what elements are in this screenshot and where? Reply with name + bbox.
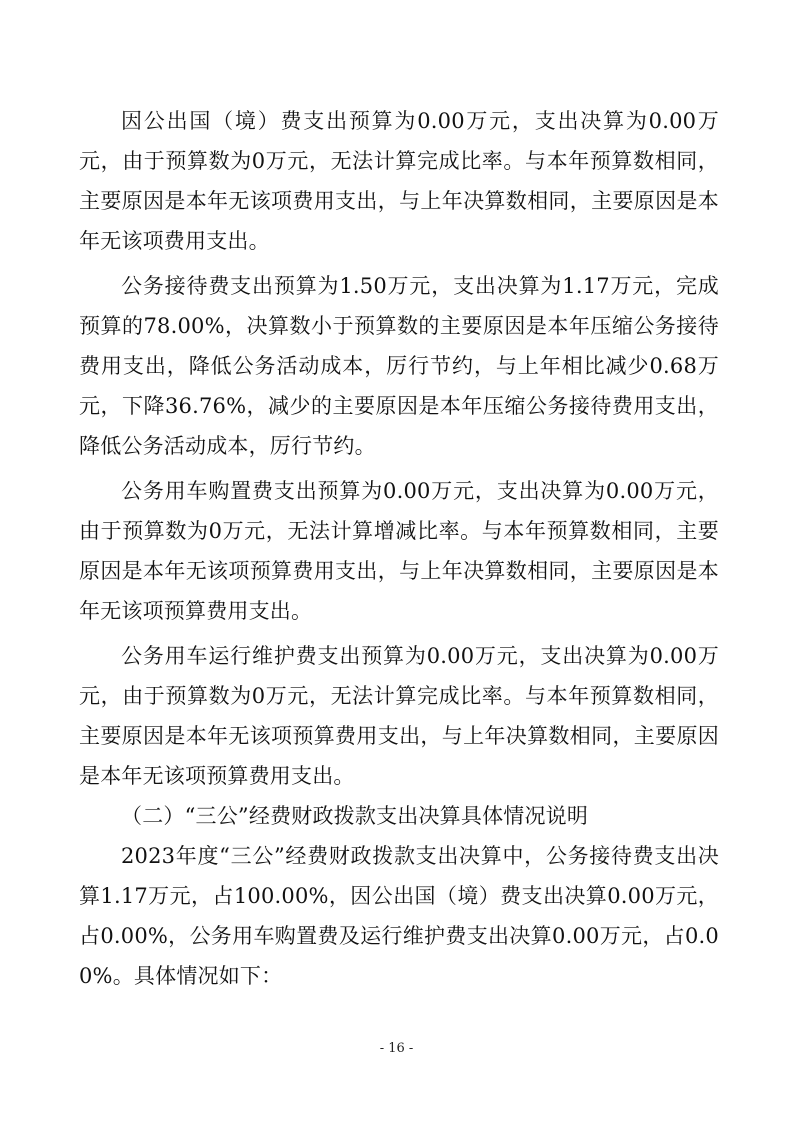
paragraph-official-reception: 公务接待费支出预算为1.50万元，支出决算为1.17万元，完成预算的78.00%，决算数小于预算数的主要原因是本年压缩公务接待费用支出，降低公务活动成本，厉行节约，与上年相比减少0.68万元，下降36.76%，减少的主要原因是本年压缩公务接待费用支出，降低公务活动成本，厉行节约。 [79, 274, 719, 458]
paragraph-vehicle-purchase: 公务用车购置费支出预算为0.00万元，支出决算为0.00万元，由于预算数为0万元，无法计算增减比率。与本年预算数相同，主要原因是本年无该项预算费用支出，与上年决算数相同，主要原因是本年无该项预算费用支出。 [79, 479, 719, 623]
paragraph-vehicle-maintenance: 公务用车运行维护费支出预算为0.00万元，支出决算为0.00万元，由于预算数为0万元，无法计算完成比率。与本年预算数相同，主要原因是本年无该项预算费用支出，与上年决算数相同，主要原因是本年无该项预算费用支出。 [79, 644, 719, 788]
section-heading: （二）“三公”经费财政拨款支出决算具体情况说明 [121, 804, 589, 828]
paragraph-overseas-travel: 因公出国（境）费支出预算为0.00万元，支出决算为0.00万元，由于预算数为0万元，无法计算完成比率。与本年预算数相同，主要原因是本年无该项费用支出，与上年决算数相同，主要原因是本年无该项费用支出。 [79, 109, 719, 253]
document-body [79, 101, 719, 996]
paragraph-summary: 2023年度“三公”经费财政拨款支出决算中，公务接待费支出决算1.17万元，占100.00%，因公出国（境）费支出决算0.00万元，占0.00%，公务用车购置费及运行维护费支出决算0.00万元，占0.00%。具体情况如下： [79, 844, 719, 988]
page-number: - 16 - [379, 1041, 414, 1056]
